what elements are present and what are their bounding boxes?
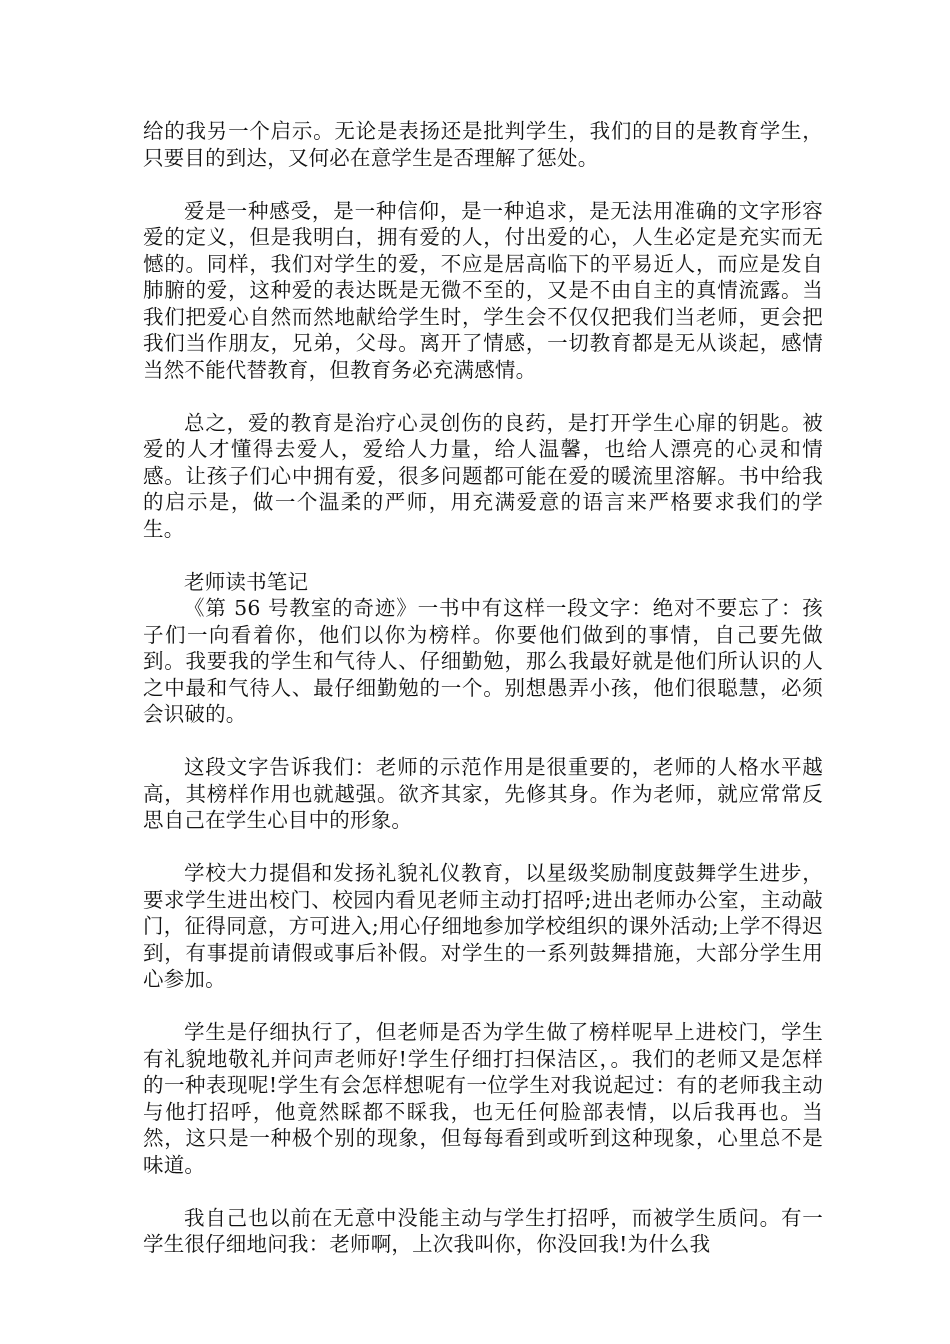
section-heading: 老师读书笔记 xyxy=(184,569,309,594)
document-page xyxy=(143,118,823,1258)
paragraph-6: 学校大力提倡和发扬礼貌礼仪教育，以星级奖励制度鼓舞学生进步，要求学生进出校门、校园内看见老师主动打招呼;进出老师办公室，主动敲门，征得同意，方可进入;用心仔细地参加学校组织的课外活动;上学不得迟到，有事提前请假或事后补假。对学生的一系列鼓舞措施，大部分学生用心参加。 xyxy=(143,861,823,991)
paragraph-2: 爱是一种感受，是一种信仰，是一种追求，是无法用准确的文字形容爱的定义，但是我明白，拥有爱的人，付出爱的心，人生必定是充实而无憾的。同样，我们对学生的爱，不应是居高临下的平易近人，而应是发自肺腑的爱，这种爱的表达既是无微不至的，又是不由自主的真情流露。当我们把爱心自然而然地献给学生时，学生会不仅仅把我们当老师，更会把我们当作朋友，兄弟，父母。离开了情感，一切教育都是无从谈起，感情当然不能代替教育，但教育务必充满感情。 xyxy=(143,198,823,382)
paragraph-3: 总之，爱的教育是治疗心灵创伤的良药，是打开学生心扉的钥匙。被爱的人才懂得去爱人，爱给人力量，给人温馨，也给人漂亮的心灵和情感。让孩子们心中拥有爱，很多问题都可能在爱的暖流里溶解。书中给我的启示是，做一个温柔的严师，用充满爱意的语言来严格要求我们的学生。 xyxy=(143,410,823,541)
paragraph-4: 《第 56 号教室的奇迹》一书中有这样一段文字：绝对不要忘了：孩子们一向看着你，他们以你为榜样。你要他们做到的事情，自己要先做到。我要我的学生和气待人、仔细勤勉，那么我最好就是他们所认识的人之中最和气待人、最仔细勤勉的一个。别想愚弄小孩，他们很聪慧，必须会识破的。 xyxy=(143,596,823,726)
paragraph-8: 我自己也以前在无意中没能主动与学生打招呼，而被学生质问。有一学生很仔细地问我：老师啊，上次我叫你，你没回我!为什么我 xyxy=(143,1205,823,1256)
paragraph-1: 给的我另一个启示。无论是表扬还是批判学生，我们的目的是教育学生，只要目的到达，又何必在意学生是否理解了惩处。 xyxy=(143,119,823,170)
paragraph-7: 学生是仔细执行了，但老师是否为学生做了榜样呢早上进校门，学生有礼貌地敬礼并问声老师好!学生仔细打扫保洁区，。我们的老师又是怎样的一种表现呢!学生有会怎样想呢有一位学生对我说起过：有的老师我主动与他打招呼，他竟然睬都不睬我，也无任何脸部表情，以后我再也。当然，这只是一种极个别的现象，但每每看到或听到这种现象，心里总不是味道。 xyxy=(143,1020,823,1177)
paragraph-5: 这段文字告诉我们：老师的示范作用是很重要的，老师的人格水平越高，其榜样作用也就越强。欲齐其家，先修其身。作为老师，就应常常反思自己在学生心目中的形象。 xyxy=(143,755,823,832)
